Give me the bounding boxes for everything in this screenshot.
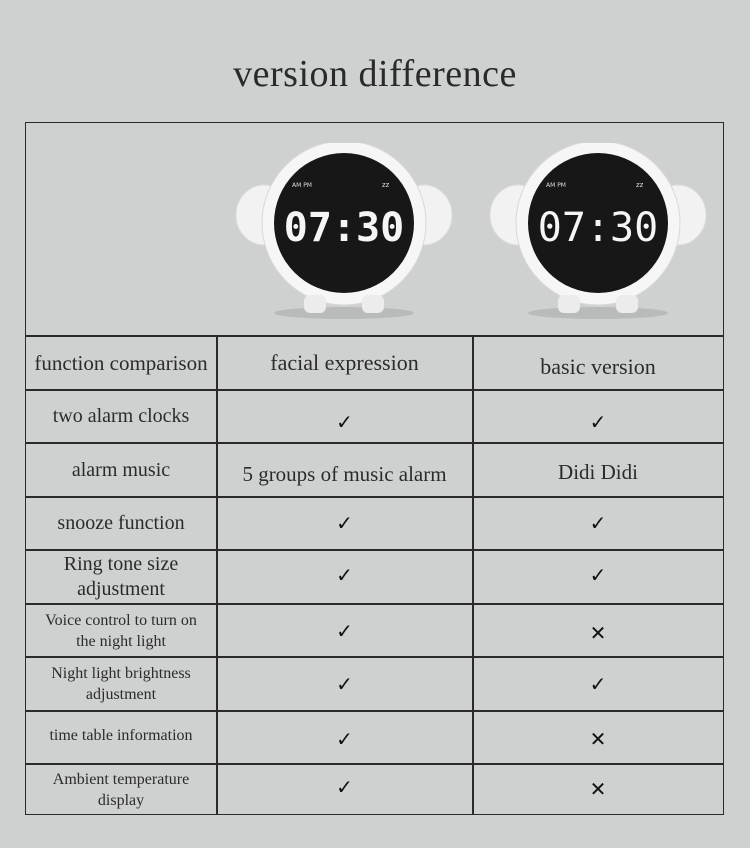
clock-zz-label: zᴢ <box>636 181 644 189</box>
header-facial-expression: facial expression <box>270 350 419 375</box>
clock-time-display: 07:30 <box>537 205 659 251</box>
facial-expression-clock-image <box>234 143 454 323</box>
check-icon: ✓ <box>589 510 607 535</box>
feature-label: Ring tone size adjustment <box>63 553 179 600</box>
feature-label: alarm music <box>71 458 171 481</box>
check-icon: ✓ <box>336 672 353 696</box>
check-icon: ✓ <box>336 726 353 751</box>
check-icon: ✓ <box>336 775 353 799</box>
basic-version-clock-image <box>488 143 708 323</box>
check-icon: ✓ <box>336 409 353 434</box>
check-icon: ✓ <box>589 409 607 434</box>
feature-label: Ambient temperature display <box>52 771 190 809</box>
header-function-comparison: function comparison <box>34 350 208 375</box>
cross-icon: ✕ <box>589 777 607 801</box>
check-icon: ✓ <box>589 672 607 696</box>
clock-time-display: 07:30 <box>283 205 405 251</box>
feature-label: two alarm clocks <box>52 405 190 427</box>
check-icon: ✓ <box>589 563 607 587</box>
cross-icon: ✕ <box>589 726 607 751</box>
feature-label: Night light brightness adjustment <box>51 665 191 703</box>
feature-value: 5 groups of music alarm <box>242 461 447 486</box>
clock-ampm-label: AM PM <box>546 182 566 189</box>
cross-icon: ✕ <box>589 620 607 645</box>
check-icon: ✓ <box>336 563 353 587</box>
clock-zz-label: zᴢ <box>382 181 390 189</box>
feature-label: snooze function <box>57 512 185 534</box>
clock-ampm-label: AM PM <box>292 182 312 189</box>
check-icon: ✓ <box>336 618 353 643</box>
product-images <box>26 123 723 335</box>
feature-value: Didi Didi <box>558 459 638 484</box>
header-basic-version: basic version <box>540 354 656 379</box>
page-title: version difference <box>233 53 517 95</box>
feature-label: time table information <box>49 727 193 744</box>
check-icon: ✓ <box>336 510 353 535</box>
feature-label: Voice control to turn on the night light <box>45 611 197 650</box>
